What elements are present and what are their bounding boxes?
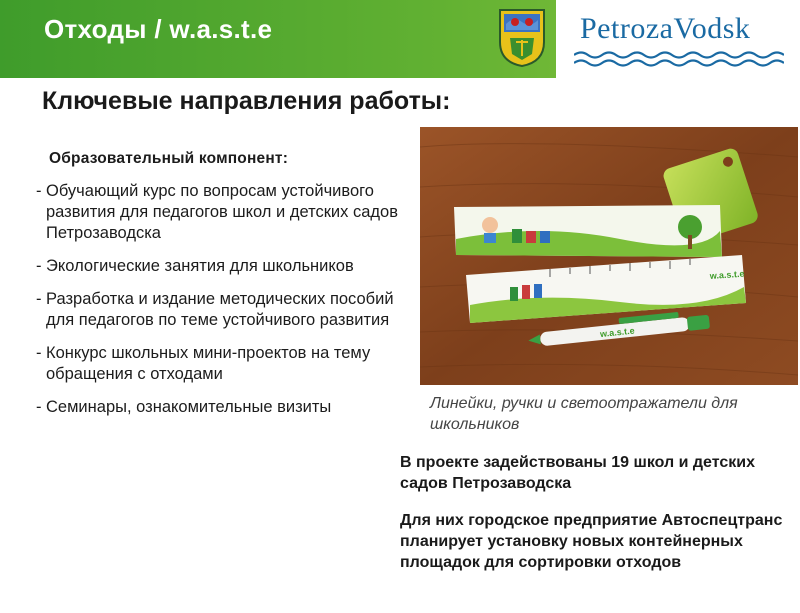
- waves-icon: [574, 50, 784, 68]
- header-band: [0, 0, 800, 78]
- list-item-text: Семинары, ознакомительные визиты: [46, 398, 332, 416]
- list-marker: -: [36, 290, 42, 308]
- info-containers: Для них городское предприятие Автоспецтранс планирует установку новых контейнерных площадок для сортировки отходов: [400, 512, 783, 571]
- photo-caption: Линейки, ручки и светоотражатели для школьников: [430, 395, 738, 433]
- list-item-text: Разработка и издание методических пособий для педагогов по теме устойчивого развития: [46, 290, 394, 329]
- list-item: [36, 181, 406, 244]
- info-schools: В проекте задействованы 19 школ и детских садов Петрозаводска: [400, 454, 756, 492]
- page-heading: Ключевые направления работы:: [42, 87, 451, 115]
- list-marker: -: [36, 257, 42, 275]
- product-photo-illustration: [420, 127, 798, 385]
- ruler-card: [454, 205, 722, 257]
- list-item-text: Конкурс школьных мини-проектов на тему обращения с отходами: [46, 344, 371, 383]
- list-item: [36, 343, 406, 385]
- product-photo: [420, 127, 798, 385]
- city-logo-text: PetrozaVodsk: [580, 12, 751, 45]
- list-item: [36, 397, 406, 418]
- header-title: Отходы / w.a.s.t.e: [44, 14, 273, 44]
- pen-brand: w.a.s.t.e: [599, 325, 636, 340]
- list-item-text: Обучающий курс по вопросам устойчивого развития для педагогов школ и детских садов Петрозаводска: [46, 182, 398, 242]
- list-marker: -: [36, 344, 42, 362]
- education-section: [36, 148, 406, 430]
- list-item: [36, 289, 406, 331]
- coat-of-arms-icon: [498, 8, 546, 68]
- section-title: Образовательный компонент:: [49, 150, 289, 167]
- list-item: [36, 256, 406, 277]
- ruler-brand: w.a.s.t.e: [709, 268, 745, 281]
- list-item-text: Экологические занятия для школьников: [46, 257, 354, 275]
- list-marker: -: [36, 398, 42, 416]
- list-marker: -: [36, 182, 42, 200]
- city-logo: [556, 0, 800, 78]
